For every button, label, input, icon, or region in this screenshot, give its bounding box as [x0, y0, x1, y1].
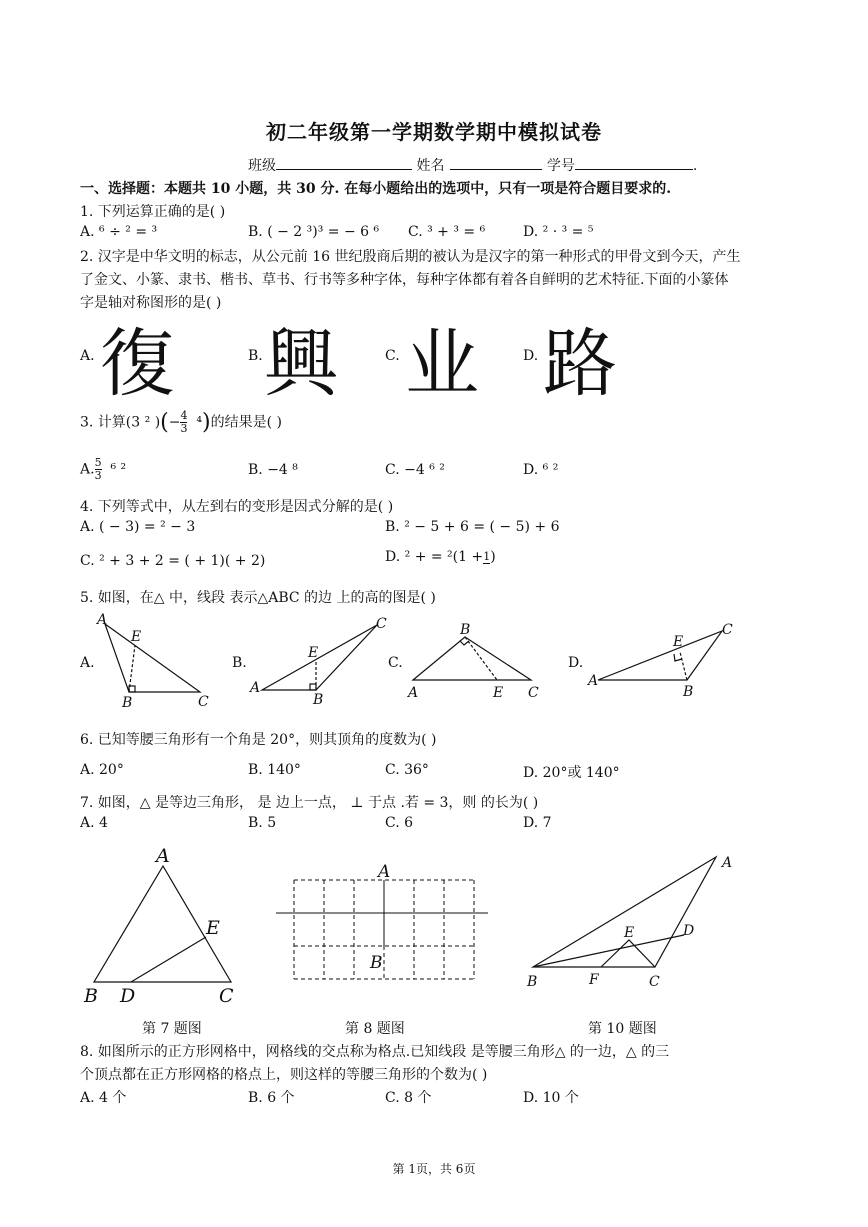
svg-text:C: C: [219, 985, 234, 1007]
q1-option-b: B. ( − 2 ³)³ = − 6 ⁶: [248, 224, 380, 240]
q3-option-b: B. −4 ⁸: [248, 462, 298, 478]
svg-text:E: E: [308, 645, 319, 661]
q7-stem: 7. 如图，△ 是等边三角形， 是 边上一点， ⊥ 于点 .若 = 3，则 的长为( ): [80, 795, 539, 811]
q1-option-c: C. ³ + ³ = ⁶: [408, 224, 486, 240]
q3-stem-pre: 3. 计算(3 ² ): [80, 414, 161, 431]
figure-8-caption: 第 8 题图: [345, 1021, 405, 1037]
svg-text:A: A: [722, 855, 733, 871]
svg-text:E: E: [131, 629, 142, 645]
end-dot: .: [692, 158, 698, 174]
svg-text:C: C: [376, 616, 387, 632]
svg-text:A: A: [97, 612, 108, 628]
q2-option-a-label: A.: [80, 348, 95, 364]
svg-text:B: B: [527, 974, 538, 990]
q1-stem: 1. 下列运算正确的是( ): [80, 204, 226, 220]
q1-option-a: A. ⁶ ÷ ² = ³: [80, 224, 158, 240]
q5-figure-a: [105, 624, 200, 692]
svg-text:C: C: [649, 974, 660, 990]
q10-figure: [533, 857, 716, 967]
seal-script-glyph-c: 业: [405, 321, 479, 407]
q5-option-a-label: A.: [80, 655, 95, 671]
svg-text:B: B: [460, 622, 471, 638]
svg-text:A: A: [408, 685, 419, 701]
q2-option-c-label: C.: [385, 348, 400, 364]
q6-option-c: C. 36°: [385, 762, 429, 778]
q6-option-b: B. 140°: [248, 762, 301, 778]
q2-line1: 2. 汉字是中华文明的标志，从公元前 16 世纪殷商后期的被认为是汉字的第一种形式的甲骨文到今天，产生: [80, 249, 741, 265]
q6-option-a: A. 20°: [80, 762, 124, 778]
q2-line2: 了金文、小篆、隶书、楷书、草书、行书等多种字体，每种字体都有着各自鲜明的艺术特征.下面的小篆体: [80, 272, 729, 288]
svg-text:E: E: [624, 925, 635, 941]
page-footer: 第 1页，共 6页: [392, 1162, 476, 1176]
svg-text:F: F: [589, 972, 599, 988]
svg-text:E: E: [673, 634, 684, 650]
q8-option-b: B. 6 个: [248, 1090, 295, 1106]
q8-option-d: D. 10 个: [523, 1090, 579, 1106]
q5-figure-d: [598, 631, 722, 680]
svg-text:E: E: [206, 917, 220, 939]
q2-line3: 字是轴对称图形的是( ): [80, 295, 222, 311]
q1-option-d: D. ² · ³ = ⁵: [523, 224, 594, 240]
q3-fraction: $\frac{4}{3}$: [180, 409, 188, 435]
class-label: 班级: [248, 158, 276, 174]
svg-text:D: D: [683, 923, 695, 939]
q7-option-c: C. 6: [385, 815, 414, 831]
svg-text:C: C: [528, 685, 539, 701]
figure-10-caption: 第 10 题图: [588, 1021, 657, 1037]
svg-text:A: A: [378, 862, 391, 882]
q8-line2: 个顶点都在正方形网格的格点上，则这样的等腰三角形的个数为( ): [80, 1067, 488, 1083]
section-heading: 一、选择题：本题共 10 小题，共 30 分. 在每小题给出的选项中，只有一项是符合题目要求的.: [80, 181, 672, 197]
svg-text:A: A: [250, 680, 261, 696]
q6-stem: 6. 已知等腰三角形有一个角是 20°，则其顶角的度数为( ): [80, 732, 437, 748]
q5-figure-b: [262, 625, 377, 690]
q8-option-a: A. 4 个: [80, 1090, 127, 1106]
q7-option-a: A. 4: [80, 815, 108, 831]
q3-option-c: C. −4 ⁶ ²: [385, 462, 445, 478]
page-title: 初二年级第一学期数学期中模拟试卷: [266, 120, 602, 144]
svg-text:E: E: [493, 685, 504, 701]
svg-text:D: D: [120, 985, 136, 1007]
svg-text:B: B: [122, 695, 133, 711]
svg-text:A: A: [588, 673, 599, 689]
q3-stem: 3. 计算(3 ² )(− $\frac{4}{3}$ ⁴)的结果是( ): [80, 409, 282, 435]
q5-option-b-label: B.: [232, 655, 247, 671]
q2-option-b-label: B.: [248, 348, 263, 364]
svg-text:B: B: [683, 684, 694, 700]
seal-script-glyph-d: 路: [543, 321, 617, 407]
id-label: 学号: [546, 158, 575, 174]
q4-option-a: A. ( − 3) = ² − 3: [80, 519, 196, 535]
q4-option-c: C. ² + 3 + 2 = ( + 1)( + 2): [80, 553, 266, 569]
q4-option-d: D. ² + = ²(1 + 1 ): [385, 549, 496, 565]
svg-text:C: C: [722, 622, 733, 638]
q5-option-c-label: C.: [388, 655, 403, 671]
q3-stem-post: 的结果是( ): [210, 414, 282, 431]
seal-script-glyph-a: 復: [100, 321, 174, 407]
figure-7-caption: 第 7 题图: [142, 1021, 202, 1037]
name-label: 姓名: [416, 158, 445, 174]
svg-text:B: B: [313, 692, 324, 708]
q8-option-c: C. 8 个: [385, 1090, 432, 1106]
q2-option-d-label: D.: [523, 348, 539, 364]
q7-option-d: D. 7: [523, 815, 552, 831]
seal-script-glyph-b: 興: [264, 321, 338, 407]
svg-text:C: C: [198, 694, 209, 710]
q5-option-d-label: D.: [568, 655, 584, 671]
q4-option-b: B. ² − 5 + 6 = ( − 5) + 6: [385, 519, 560, 535]
q4-stem: 4. 下列等式中，从左到右的变形是因式分解的是( ): [80, 499, 394, 515]
q5-stem: 5. 如图，在△ 中，线段 表示△ABC 的边 上的高的图是( ): [80, 590, 436, 606]
q3-option-a: A. $\frac{5}{3}$ ⁶ ²: [80, 456, 127, 482]
svg-text:B: B: [370, 953, 383, 973]
q3-option-d: D. ⁶ ²: [523, 462, 559, 478]
q5-figure-c: [413, 637, 531, 680]
svg-text:A: A: [156, 845, 170, 867]
svg-text:B: B: [84, 985, 98, 1007]
q8-line1: 8. 如图所示的正方形网格中，网格线的交点称为格点.已知线段 是等腰三角形△ 的一边，△ 的三: [80, 1044, 670, 1060]
q7-option-b: B. 5: [248, 815, 277, 831]
q6-option-d: D. 20°或 140°: [523, 765, 620, 781]
